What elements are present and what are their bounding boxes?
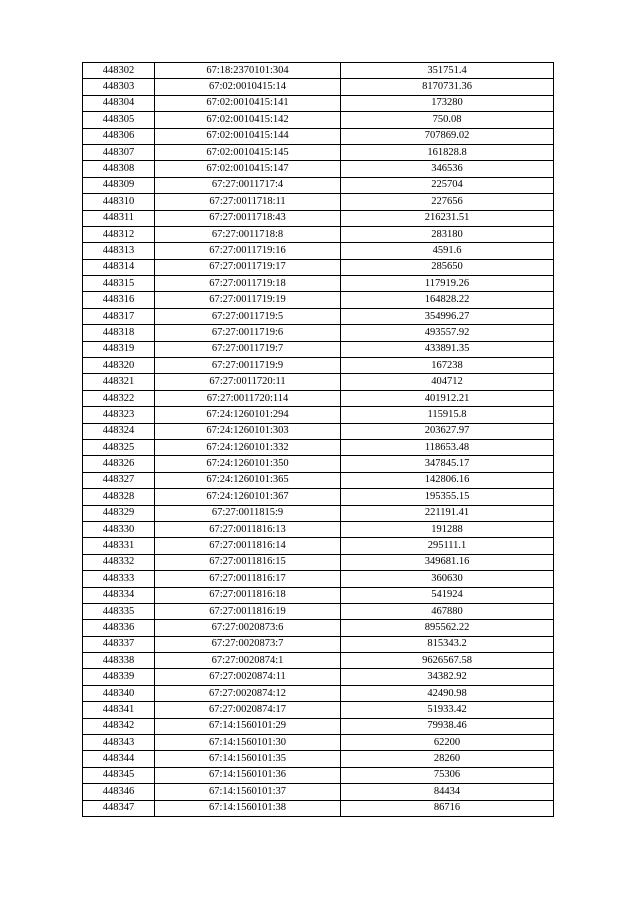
table-row (83, 767, 554, 783)
value-cell: 285650 (341, 259, 554, 275)
cadastral-number-cell: 67:27:0011719:7 (155, 341, 341, 357)
cadastral-value-table (82, 62, 554, 817)
table-row (83, 63, 554, 79)
table-row (83, 210, 554, 226)
row-number-cell: 448337 (83, 636, 155, 652)
row-number-cell: 448311 (83, 210, 155, 226)
row-number-cell: 448308 (83, 161, 155, 177)
cadastral-number-cell: 67:14:1560101:38 (155, 800, 341, 816)
value-cell: 347845.17 (341, 456, 554, 472)
value-cell: 115915.8 (341, 407, 554, 423)
table-row (83, 194, 554, 210)
cadastral-number-cell: 67:27:0011718:8 (155, 226, 341, 242)
row-number-cell: 448336 (83, 620, 155, 636)
table-row (83, 95, 554, 111)
value-cell: 28260 (341, 751, 554, 767)
cadastral-number-cell: 67:14:1560101:29 (155, 718, 341, 734)
row-number-cell: 448314 (83, 259, 155, 275)
cadastral-number-cell: 67:02:0010415:145 (155, 144, 341, 160)
cadastral-number-cell: 67:27:0011815:9 (155, 505, 341, 521)
table-row (83, 439, 554, 455)
value-cell: 161828.8 (341, 144, 554, 160)
value-cell: 221191.41 (341, 505, 554, 521)
value-cell: 167238 (341, 358, 554, 374)
value-cell: 346536 (341, 161, 554, 177)
value-cell: 433891.35 (341, 341, 554, 357)
row-number-cell: 448317 (83, 308, 155, 324)
row-number-cell: 448309 (83, 177, 155, 193)
table-row (83, 653, 554, 669)
value-cell: 84434 (341, 784, 554, 800)
table-row (83, 489, 554, 505)
table-row (83, 669, 554, 685)
table-row (83, 521, 554, 537)
table-row (83, 718, 554, 734)
table-row (83, 226, 554, 242)
cadastral-number-cell: 67:27:0011816:14 (155, 538, 341, 554)
table-row (83, 538, 554, 554)
cadastral-number-cell: 67:24:1260101:350 (155, 456, 341, 472)
cadastral-number-cell: 67:27:0011816:18 (155, 587, 341, 603)
value-cell: 62200 (341, 735, 554, 751)
value-cell: 227656 (341, 194, 554, 210)
row-number-cell: 448331 (83, 538, 155, 554)
table-row (83, 800, 554, 816)
cadastral-number-cell: 67:27:0011719:6 (155, 325, 341, 341)
cadastral-number-cell: 67:24:1260101:294 (155, 407, 341, 423)
table-row (83, 325, 554, 341)
table-row (83, 751, 554, 767)
cadastral-number-cell: 67:27:0011719:19 (155, 292, 341, 308)
table-body (83, 63, 554, 817)
row-number-cell: 448306 (83, 128, 155, 144)
cadastral-number-cell: 67:24:1260101:303 (155, 423, 341, 439)
table-row (83, 407, 554, 423)
cadastral-number-cell: 67:02:0010415:142 (155, 112, 341, 128)
value-cell: 79938.46 (341, 718, 554, 734)
value-cell: 401912.21 (341, 390, 554, 406)
cadastral-number-cell: 67:27:0020874:17 (155, 702, 341, 718)
row-number-cell: 448310 (83, 194, 155, 210)
table-row (83, 735, 554, 751)
row-number-cell: 448321 (83, 374, 155, 390)
table-row (83, 144, 554, 160)
table-row (83, 374, 554, 390)
cadastral-number-cell: 67:24:1260101:332 (155, 439, 341, 455)
cadastral-number-cell: 67:24:1260101:365 (155, 472, 341, 488)
cadastral-number-cell: 67:27:0011720:11 (155, 374, 341, 390)
value-cell: 118653.48 (341, 439, 554, 455)
cadastral-number-cell: 67:27:0011816:15 (155, 554, 341, 570)
cadastral-number-cell: 67:27:0011718:43 (155, 210, 341, 226)
row-number-cell: 448312 (83, 226, 155, 242)
value-cell: 191288 (341, 521, 554, 537)
row-number-cell: 448345 (83, 767, 155, 783)
cadastral-number-cell: 67:14:1560101:37 (155, 784, 341, 800)
cadastral-number-cell: 67:27:0011718:11 (155, 194, 341, 210)
row-number-cell: 448315 (83, 276, 155, 292)
cadastral-number-cell: 67:27:0011816:13 (155, 521, 341, 537)
row-number-cell: 448307 (83, 144, 155, 160)
table-row (83, 702, 554, 718)
table-row (83, 784, 554, 800)
table-row (83, 685, 554, 701)
value-cell: 9626567.58 (341, 653, 554, 669)
cadastral-number-cell: 67:24:1260101:367 (155, 489, 341, 505)
table-row (83, 620, 554, 636)
value-cell: 750.08 (341, 112, 554, 128)
row-number-cell: 448320 (83, 358, 155, 374)
row-number-cell: 448330 (83, 521, 155, 537)
row-number-cell: 448334 (83, 587, 155, 603)
table-row (83, 390, 554, 406)
value-cell: 164828.22 (341, 292, 554, 308)
row-number-cell: 448318 (83, 325, 155, 341)
cadastral-number-cell: 67:27:0011719:18 (155, 276, 341, 292)
value-cell: 203627.97 (341, 423, 554, 439)
row-number-cell: 448319 (83, 341, 155, 357)
row-number-cell: 448325 (83, 439, 155, 455)
value-cell: 815343.2 (341, 636, 554, 652)
table-row (83, 423, 554, 439)
row-number-cell: 448328 (83, 489, 155, 505)
table-row (83, 358, 554, 374)
cadastral-number-cell: 67:27:0011719:5 (155, 308, 341, 324)
cadastral-number-cell: 67:02:0010415:141 (155, 95, 341, 111)
cadastral-number-cell: 67:27:0020874:12 (155, 685, 341, 701)
row-number-cell: 448326 (83, 456, 155, 472)
value-cell: 895562.22 (341, 620, 554, 636)
row-number-cell: 448346 (83, 784, 155, 800)
cadastral-number-cell: 67:27:0020873:6 (155, 620, 341, 636)
value-cell: 75306 (341, 767, 554, 783)
table-row (83, 276, 554, 292)
value-cell: 195355.15 (341, 489, 554, 505)
row-number-cell: 448329 (83, 505, 155, 521)
table-row (83, 505, 554, 521)
value-cell: 707869.02 (341, 128, 554, 144)
row-number-cell: 448304 (83, 95, 155, 111)
row-number-cell: 448339 (83, 669, 155, 685)
table-row (83, 128, 554, 144)
value-cell: 493557.92 (341, 325, 554, 341)
cadastral-number-cell: 67:02:0010415:147 (155, 161, 341, 177)
row-number-cell: 448343 (83, 735, 155, 751)
table-row (83, 161, 554, 177)
table-row (83, 177, 554, 193)
value-cell: 404712 (341, 374, 554, 390)
row-number-cell: 448332 (83, 554, 155, 570)
row-number-cell: 448340 (83, 685, 155, 701)
value-cell: 283180 (341, 226, 554, 242)
value-cell: 4591.6 (341, 243, 554, 259)
row-number-cell: 448313 (83, 243, 155, 259)
value-cell: 173280 (341, 95, 554, 111)
row-number-cell: 448342 (83, 718, 155, 734)
value-cell: 142806.16 (341, 472, 554, 488)
cadastral-number-cell: 67:14:1560101:36 (155, 767, 341, 783)
row-number-cell: 448347 (83, 800, 155, 816)
value-cell: 86716 (341, 800, 554, 816)
cadastral-number-cell: 67:18:2370101:304 (155, 63, 341, 79)
row-number-cell: 448341 (83, 702, 155, 718)
table-row (83, 456, 554, 472)
row-number-cell: 448333 (83, 571, 155, 587)
table-row (83, 112, 554, 128)
cadastral-number-cell: 67:27:0011720:114 (155, 390, 341, 406)
value-cell: 349681.16 (341, 554, 554, 570)
value-cell: 8170731.36 (341, 79, 554, 95)
cadastral-number-cell: 67:02:0010415:14 (155, 79, 341, 95)
row-number-cell: 448344 (83, 751, 155, 767)
table-row (83, 79, 554, 95)
value-cell: 216231.51 (341, 210, 554, 226)
row-number-cell: 448302 (83, 63, 155, 79)
table-row (83, 587, 554, 603)
value-cell: 541924 (341, 587, 554, 603)
cadastral-number-cell: 67:27:0011717:4 (155, 177, 341, 193)
row-number-cell: 448327 (83, 472, 155, 488)
row-number-cell: 448305 (83, 112, 155, 128)
row-number-cell: 448324 (83, 423, 155, 439)
table-row (83, 292, 554, 308)
cadastral-number-cell: 67:27:0020874:1 (155, 653, 341, 669)
row-number-cell: 448303 (83, 79, 155, 95)
table-row (83, 571, 554, 587)
row-number-cell: 448335 (83, 603, 155, 619)
cadastral-number-cell: 67:27:0011719:17 (155, 259, 341, 275)
table-row (83, 603, 554, 619)
value-cell: 467880 (341, 603, 554, 619)
cadastral-number-cell: 67:27:0011719:16 (155, 243, 341, 259)
table-row (83, 259, 554, 275)
value-cell: 117919.26 (341, 276, 554, 292)
cadastral-number-cell: 67:27:0020874:11 (155, 669, 341, 685)
cadastral-number-cell: 67:27:0011719:9 (155, 358, 341, 374)
value-cell: 354996.27 (341, 308, 554, 324)
row-number-cell: 448322 (83, 390, 155, 406)
table-row (83, 636, 554, 652)
row-number-cell: 448323 (83, 407, 155, 423)
cadastral-number-cell: 67:27:0020873:7 (155, 636, 341, 652)
cadastral-number-cell: 67:27:0011816:19 (155, 603, 341, 619)
value-cell: 42490.98 (341, 685, 554, 701)
table-row (83, 554, 554, 570)
table-row (83, 341, 554, 357)
value-cell: 34382.92 (341, 669, 554, 685)
row-number-cell: 448338 (83, 653, 155, 669)
row-number-cell: 448316 (83, 292, 155, 308)
table-row (83, 308, 554, 324)
table-row (83, 472, 554, 488)
cadastral-number-cell: 67:14:1560101:35 (155, 751, 341, 767)
cadastral-number-cell: 67:02:0010415:144 (155, 128, 341, 144)
value-cell: 351751.4 (341, 63, 554, 79)
cadastral-number-cell: 67:27:0011816:17 (155, 571, 341, 587)
value-cell: 51933.42 (341, 702, 554, 718)
value-cell: 225704 (341, 177, 554, 193)
value-cell: 295111.1 (341, 538, 554, 554)
value-cell: 360630 (341, 571, 554, 587)
table-row (83, 243, 554, 259)
cadastral-number-cell: 67:14:1560101:30 (155, 735, 341, 751)
